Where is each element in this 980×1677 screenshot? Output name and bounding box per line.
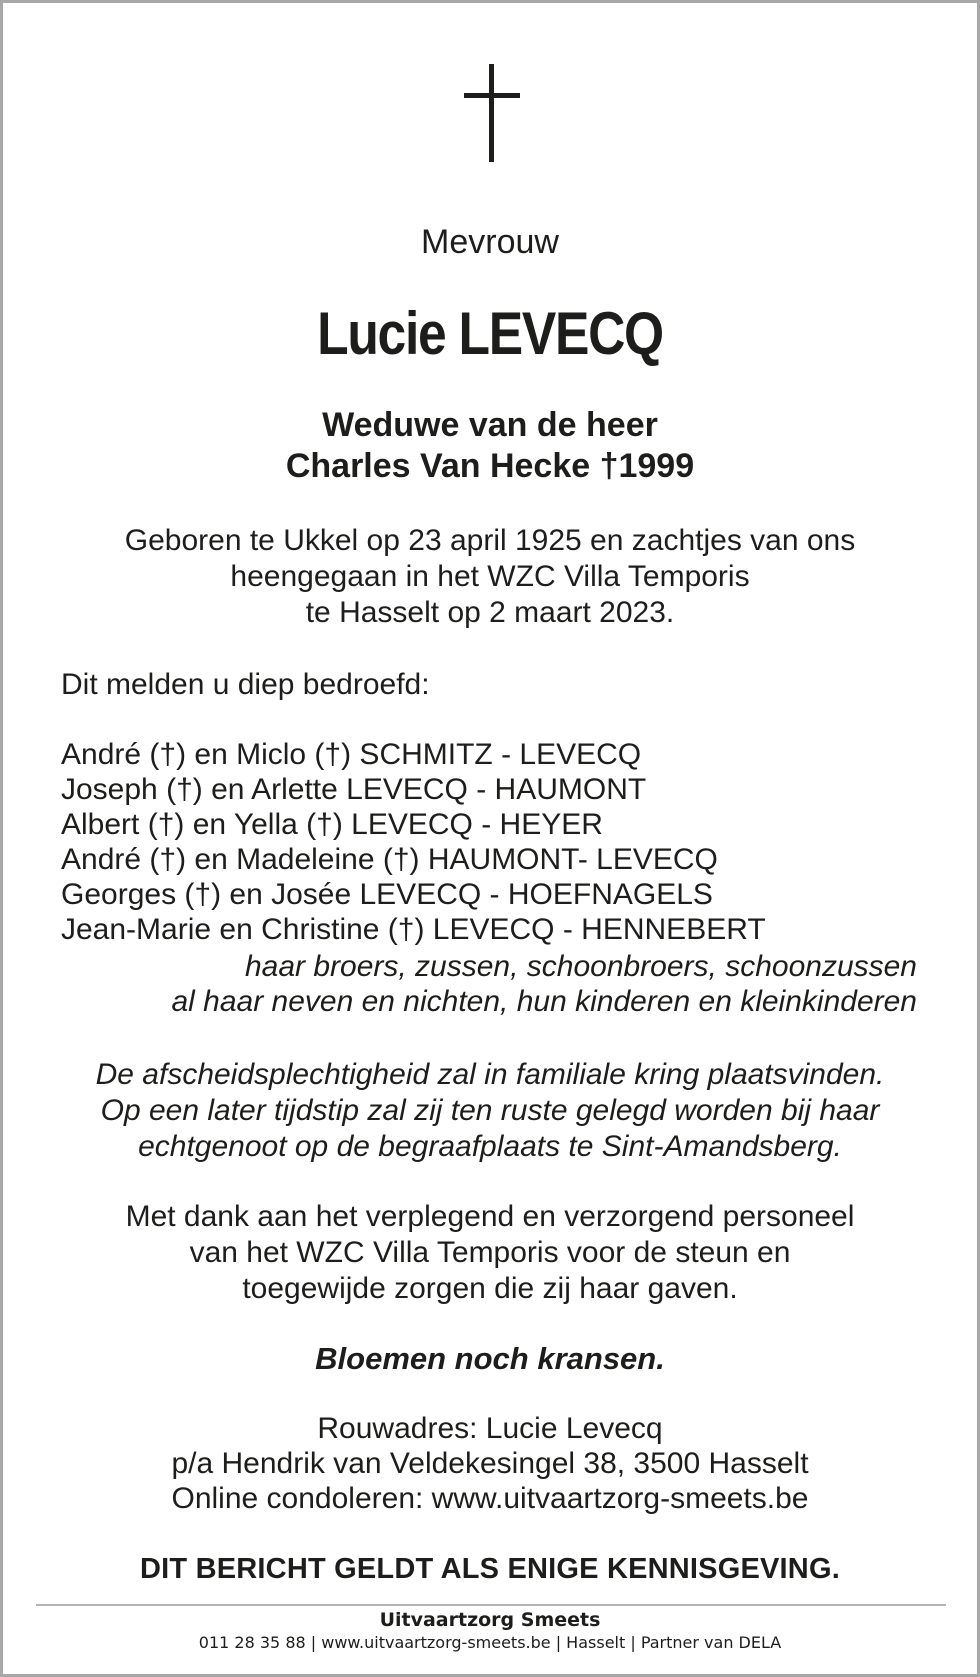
address-line-2: p/a Hendrik van Veldekesingel 38, 3500 Hasselt [171, 1447, 809, 1480]
farewell-line-1: De afscheidsplechtigheid zal in familiale kring plaatsvinden. [95, 1058, 885, 1091]
farewell-line-3: echtgenoot op de begraafplaats te Sint-Amandsberg. [138, 1130, 842, 1163]
family-member: Jean-Marie en Christine (†) LEVECQ - HENNEBERT [61, 913, 766, 946]
relations-text [171, 949, 917, 1019]
birth-death-line-1: Geboren te Ukkel op 23 april 1925 en zachtjes van ons [124, 524, 856, 557]
thanks-line-2: van het WZC Villa Temporis voor de steun en [189, 1236, 791, 1269]
birth-death-line-3: te Hasselt op 2 maart 2023. [305, 596, 675, 629]
relations-line-1: haar broers, zussen, schoonbroers, schoonzussen [244, 950, 917, 983]
widow-line-2: Charles Van Hecke †1999 [285, 447, 695, 485]
thanks-text [3, 1199, 977, 1307]
widow-line-1: Weduwe van de heer [322, 406, 658, 444]
cross-icon [3, 64, 977, 162]
family-member: André (†) en Miclo (†) SCHMITZ - LEVECQ [61, 738, 642, 771]
thanks-line-3: toegewijde zorgen die zij haar gaven. [242, 1272, 738, 1305]
notice-statement: DIT BERICHT GELDT ALS ENIGE KENNISGEVING. [140, 1553, 840, 1585]
salutation: Mevrouw [421, 223, 559, 261]
footer-details: 011 28 35 88 | www.uitvaartzorg-smeets.be | Hasselt | Partner van DELA [198, 1633, 782, 1652]
flowers-note: Bloemen noch kransen. [315, 1341, 665, 1376]
family-member: Albert (†) en Yella (†) LEVECQ - HEYER [61, 808, 603, 841]
farewell-text [3, 1057, 977, 1165]
family-member: André (†) en Madeleine (†) HAUMONT- LEVECQ [61, 843, 718, 876]
footer-company: Uitvaartzorg Smeets [379, 1609, 601, 1631]
widow-of [3, 405, 977, 487]
deceased-name: Lucie LEVECQ [317, 300, 663, 367]
relations-line-2: al haar neven en nichten, hun kinderen en kleinkinderen [171, 985, 917, 1018]
family-member: Georges (†) en Josée LEVECQ - HOEFNAGELS [61, 878, 713, 911]
address-line-1: Rouwadres: Lucie Levecq [317, 1412, 663, 1445]
farewell-line-2: Op een later tijdstip zal zij ten ruste gelegd worden bij haar [100, 1094, 880, 1127]
thanks-line-1: Met dank aan het verplegend en verzorgend personeel [125, 1200, 855, 1233]
mourning-address [3, 1411, 977, 1516]
announcement-intro: Dit melden u diep bedroefd: [61, 668, 430, 701]
address-line-3: Online condoleren: www.uitvaartzorg-smeets.be [171, 1482, 809, 1515]
footer-divider [36, 1604, 946, 1606]
family-list [61, 737, 766, 947]
birth-death-line-2: heengegaan in het WZC Villa Temporis [230, 560, 750, 593]
birth-death-text [3, 523, 977, 631]
family-member: Joseph (†) en Arlette LEVECQ - HAUMONT [61, 773, 647, 806]
